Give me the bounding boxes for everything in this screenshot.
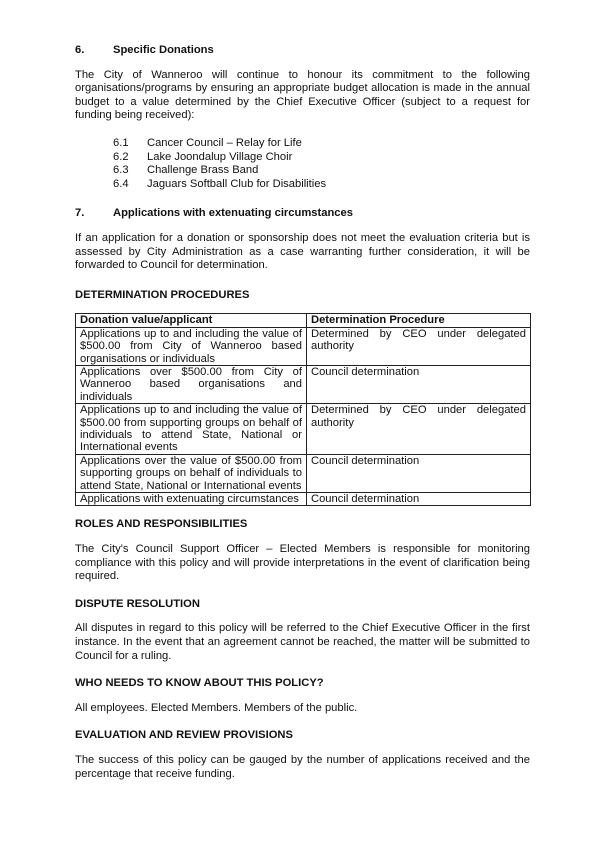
table-row <box>76 493 531 506</box>
table-row <box>76 454 531 492</box>
dispute-body: All disputes in regard to this policy will be referred to the Chief Executive Officer in the first instance. In the event that an agreement cannot be reached, the matter will be submitted to Council for a ruling. <box>75 622 530 662</box>
table-cell: Applications with extenuating circumstances <box>76 493 307 506</box>
table-row <box>76 365 531 403</box>
section-7-body: If an application for a donation or sponsorship does not meet the evaluation criteria but is assessed by City Administration as a case warranting further consideration, it will be forwarded to Council for determination. <box>75 231 530 272</box>
list-item-number: 6.4 <box>113 177 129 190</box>
list-item-number: 6.1 <box>113 136 129 149</box>
table-cell: Determined by CEO under delegated authority <box>307 327 531 365</box>
column-header: Determination Procedure <box>307 314 531 327</box>
list-item <box>113 178 530 192</box>
section-6-number: 6. <box>75 44 85 56</box>
who-body: All employees. Elected Members. Members of the public. <box>75 701 358 714</box>
who-heading: WHO NEEDS TO KNOW ABOUT THIS POLICY? <box>75 677 324 690</box>
section-6-heading <box>75 44 530 58</box>
list-item <box>113 137 530 151</box>
list-item-label: Jaguars Softball Club for Disabilities <box>147 177 327 190</box>
roles-heading: ROLES AND RESPONSIBILITIES <box>75 518 248 531</box>
table-cell: Applications up to and including the value of $500.00 from City of Wanneroo based organisations or individuals <box>76 327 307 365</box>
list-item-number: 6.2 <box>113 150 129 163</box>
list-item-label: Cancer Council – Relay for Life <box>147 136 302 149</box>
table-cell: Council determination <box>307 493 531 506</box>
evaluation-heading: EVALUATION AND REVIEW PROVISIONS <box>75 729 293 742</box>
table-row <box>76 404 531 455</box>
list-item-label: Lake Joondalup Village Choir <box>147 150 293 163</box>
section-7-number: 7. <box>75 207 85 220</box>
table-cell: Applications up to and including the value of $500.00 from supporting groups on behalf of individuals to attend State, National or International events <box>76 404 307 455</box>
table-cell: Applications over $500.00 from City of Wanneroo based organisations and individuals <box>76 365 307 403</box>
table-cell: Council determination <box>307 454 531 492</box>
list-item-label: Challenge Brass Band <box>147 164 259 177</box>
section-7-heading <box>75 207 530 221</box>
table-row <box>76 327 531 365</box>
table-header-row <box>76 314 531 327</box>
table-cell: Council determination <box>307 365 531 403</box>
evaluation-body: The success of this policy can be gauged by the number of applications received and the percentage that receive funding. <box>75 753 530 780</box>
column-header: Donation value/applicant <box>76 314 307 327</box>
section-6-title: Specific Donations <box>113 44 214 56</box>
table-cell: Determined by CEO under delegated authority <box>307 404 531 455</box>
dispute-heading: DISPUTE RESOLUTION <box>75 597 200 610</box>
determination-heading: DETERMINATION PROCEDURES <box>75 288 250 301</box>
roles-body: The City's Council Support Officer – Elected Members is responsible for monitoring compliance with this policy and will provide interpretations in the event of clarification being required. <box>75 543 530 583</box>
list-item <box>113 164 530 178</box>
table-cell: Applications over the value of $500.00 from supporting groups on behalf of individuals to attend State, National or International events <box>76 454 307 492</box>
donations-list <box>113 137 530 191</box>
list-item-number: 6.3 <box>113 164 129 177</box>
section-6-intro: The City of Wanneroo will continue to honour its commitment to the following organisations/programs by ensuring an appropriate budget allocation is made in the annual budget to a value determined by the Chief Executive Officer (subject to a request for funding being received): <box>75 68 530 122</box>
list-item <box>113 151 530 165</box>
determination-table <box>75 313 531 506</box>
section-7-title: Applications with extenuating circumstances <box>113 207 353 220</box>
